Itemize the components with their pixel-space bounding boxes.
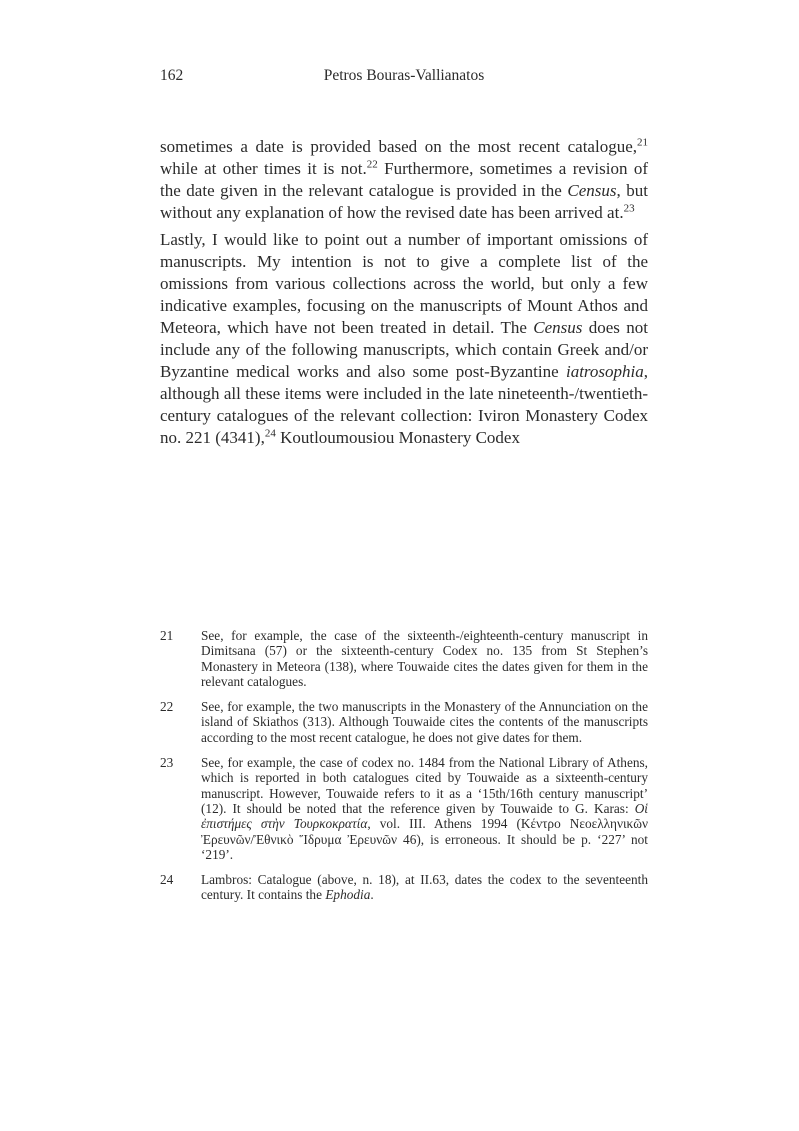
footnote-number: 23: [160, 755, 174, 771]
footnote-21: [160, 628, 648, 689]
footnote-text: Lambros: Catalogue (above, n. 18), at II.63, dates the codex to the seventeenth century. It contains the Ephodia.: [201, 872, 648, 903]
page-number: 162: [160, 67, 184, 84]
footnote-text: See, for example, the two manuscripts in the Monastery of the Annunciation on the island of Skiathos (313). Although Touwaide cites the contents of the manuscripts according to the most recent catalogue, he does not give dates for them.: [201, 699, 648, 745]
paragraph-2: Lastly, I would like to point out a number of important omissions of manuscripts. My intention is not to give a complete list of the omissions from various collections across the world, but only a few indicative examples, focusing on the manuscripts of Mount Athos and Meteora, which have not been treated in detail. The Census does not include any of the following manuscripts, which contain Greek and/or Byzantine medical works and also some post-Byzantine iatrosophia, although all these items were included in the late nineteenth-/twentieth-century catalogues of the relevant collection: Iviron Monastery Codex no. 221 (4341),$^{24}$ Koutloumousiou Monastery Codex: [160, 230, 648, 447]
footnote-text: See, for example, the case of the sixteenth-/eighteenth-century manuscript in Dimitsana (57) or the sixteenth-century Codex no. 135 from St Stephen’s Monastery in Meteora (138), where Touwaide cites the dates given for them in the relevant catalogues.: [201, 628, 648, 689]
footnotes-section: [160, 628, 648, 913]
running-header: Petros Bouras-Vallianatos: [323, 67, 485, 84]
footnote-23: [160, 755, 648, 862]
footnote-24: [160, 872, 648, 903]
footnote-number: 22: [160, 699, 174, 715]
page-header: [160, 67, 648, 87]
footnote-text: See, for example, the case of codex no. 1484 from the National Library of Athens, which is reported in both catalogues cited by Touwaide as a sixteenth-century manuscript. However, Touwaide refers to it as a ‘15th/16th century manuscript’ (12). It should be noted that the reference given by Touwaide to G. Karas: Οἱ ἐπιστήμες στὴν Τουρκοκρατία, vol. III. Athens 1994 (Κέντρο Νεοελληνικῶν Ἐρευνῶν/Ἐθνικὸ Ἵδρυμα Ἐρευνῶν 46), is erroneous. It should be p. ‘227’ not ‘219’.: [201, 755, 648, 862]
footnote-22: [160, 699, 648, 745]
footnote-number: 24: [160, 872, 174, 888]
footnote-number: 21: [160, 628, 174, 643]
paragraph-1: sometimes a date is provided based on the most recent catalogue,$^{21}$ while at other times it is not.$^{22}$ Furthermore, sometimes a revision of the date given in the relevant catalogue is provided in the Census, but without any explanation of how the revised date has been arrived at.$^{23}$: [160, 136, 648, 222]
body-text: [160, 136, 648, 449]
